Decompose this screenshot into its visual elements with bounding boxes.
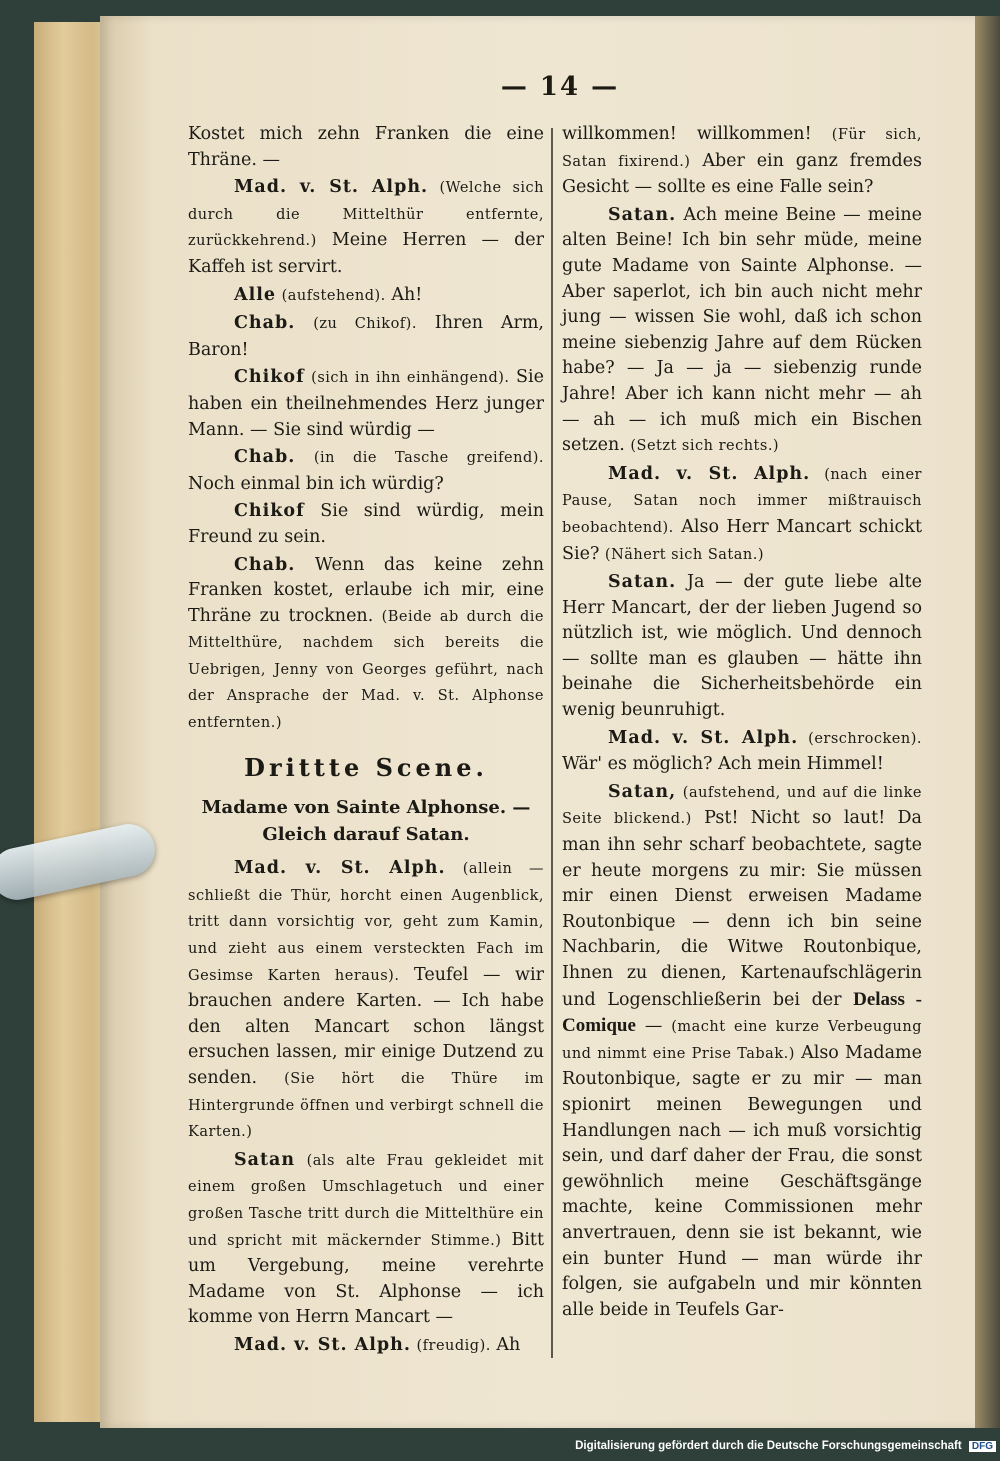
speaker-name: Satan. bbox=[608, 572, 677, 593]
spoken-text: Wenn das keine zehn Franken kostet, erlaube ich mir, eine Thräne zu trocknen. bbox=[188, 554, 544, 626]
speaker-name: Mad. v. St. Alph. bbox=[234, 177, 429, 198]
spoken-text: Wär' es möglich? Ach mein Himmel! bbox=[562, 754, 884, 775]
spoken-text: Sie haben ein theilnehmendes Herz junger Mann. — Sie sind würdig — bbox=[188, 367, 544, 440]
speaker-name: Chab. bbox=[234, 554, 296, 575]
stage-direction: (nach einer Pause, Satan noch immer mißtrauisch beobachtend). bbox=[562, 466, 922, 536]
scene-heading: Drittte Scene. bbox=[244, 752, 488, 782]
spoken-text: Noch einmal bin ich würdig? bbox=[188, 473, 444, 494]
spoken-text: Pst! Nicht so laut! Da man ihn sehr scharf beobachtete, sagte er heute morgens zu mir: Sie müssen mir einen Dienst erweisen Madame Routonbique — denn ich bin seine Nachbarin, die Witwe Routonbique, Ihnen zu dienen, Kartenaufschlägerin und Logenschließerin bei der bbox=[562, 808, 922, 1010]
scene-characters: Madame von Sainte Alphonse. — Gleich darauf Satan. bbox=[201, 797, 531, 846]
stage-direction: (allein — schließt die Thür, horcht einen Augenblick, tritt dann vorsichtig vor, geht zum Kamin, und zieht aus einem versteckten Fach im Gesimse Karten heraus). bbox=[188, 861, 544, 984]
dialogue-paragraph bbox=[188, 445, 544, 497]
spoken-text: Meine Herren — der Kaffeh ist servirt. bbox=[188, 230, 544, 277]
dialogue-paragraph bbox=[188, 499, 544, 550]
stage-direction: (Beide ab durch die Mittelthüre, nachdem sich bereits die Uebrigen, Jenny von Georges geführt, nach der Ansprache der Mad. v. St. Alphonse entfernten.) bbox=[188, 608, 544, 732]
speaker-name: Chab. bbox=[234, 447, 296, 468]
spoken-text: Also Madame Routonbique, sagte er zu mir — man spionirt meinen Bewegungen und Handlungen nach — ich muß vorsichtig sein, und darf daher der Frau, die sonst gewöhnlich meine Geschäftsgänge machte, keine Commissionen mehr anvertrauen, denn sie ist bekannt, wie ein bunter Hund — man würde ihr folgen, sie aufgabeln und mir könnten alle beide in Teufels Gar- bbox=[562, 1042, 922, 1320]
text-paragraph bbox=[562, 122, 922, 201]
stage-direction: (Für sich, Satan fixirend.) bbox=[562, 127, 922, 170]
speaker-name: Chab. bbox=[234, 313, 296, 334]
stage-direction: (Sie hört die Thüre im Hintergrunde öffnen und verbirgt schnell die Karten.) bbox=[188, 1071, 544, 1141]
stage-direction: (Nähert sich Satan.) bbox=[604, 546, 764, 563]
theatre-name: Delass - Comique bbox=[562, 988, 922, 1037]
spoken-text: willkommen! willkommen! bbox=[562, 124, 812, 144]
dialogue-paragraph bbox=[188, 856, 544, 1146]
speaker-name: Mad. v. St. Alph. bbox=[608, 463, 811, 484]
dialogue-paragraph bbox=[188, 1333, 544, 1360]
dialogue-paragraph bbox=[562, 203, 922, 460]
text-paragraph bbox=[188, 122, 544, 173]
right-text-column bbox=[562, 122, 922, 1325]
spoken-text: Also Herr Mancart schickt Sie? bbox=[562, 516, 922, 564]
speaker-name: Alle bbox=[234, 284, 277, 305]
spoken-text: Ihren Arm, Baron! bbox=[188, 313, 544, 360]
stage-direction: (aufstehend). bbox=[281, 287, 386, 304]
speaker-name: Satan bbox=[234, 1149, 296, 1170]
spoken-text: Bitt um Vergebung, meine verehrte Madame von St. Alphonse — ich komme von Herrn Mancart — bbox=[188, 1229, 544, 1328]
dialogue-paragraph bbox=[188, 175, 544, 280]
spoken-text: Teufel — wir brauchen andere Karten. — Ich habe den alten Mancart schon längst ersuchen lassen, mir einige Dutzend zu senden. bbox=[188, 964, 544, 1088]
dialogue-paragraph bbox=[562, 462, 922, 568]
speaker-name: Mad. v. St. Alph. bbox=[234, 1334, 411, 1355]
spoken-text: Ah bbox=[496, 1334, 521, 1355]
dialogue-paragraph bbox=[188, 283, 544, 310]
dialogue-paragraph bbox=[188, 311, 544, 363]
speaker-name: Mad. v. St. Alph. bbox=[234, 858, 446, 879]
speaker-name: Chikof bbox=[234, 367, 305, 388]
left-text-column bbox=[188, 122, 544, 1362]
stage-direction: (erschrocken). bbox=[808, 730, 922, 747]
dialogue-paragraph bbox=[188, 553, 544, 737]
stage-direction: (Welche sich durch die Mittelthür entfernte, zurückkehrend.) bbox=[188, 180, 544, 250]
speaker-name: Satan. bbox=[608, 204, 677, 225]
speaker-name: Mad. v. St. Alph. bbox=[608, 727, 799, 748]
stage-direction: (in die Tasche greifend). bbox=[313, 450, 544, 467]
page-number: — 14 — bbox=[500, 72, 620, 102]
spoken-text: Ja — der gute liebe alte Herr Mancart, der der lieben Jugend so nützlich ist, wie möglich. Und dennoch — sollte man es glauben — hätte ihn beinahe die Sicherheitsbehörde ein wenig beunruhigt. bbox=[562, 572, 922, 721]
dfg-logo: DFG bbox=[969, 1441, 996, 1452]
stage-direction: (sich in ihn einhängend). bbox=[311, 370, 510, 387]
spoken-text: Kostet mich zehn Franken die eine Thräne. — bbox=[188, 124, 544, 170]
dialogue-paragraph bbox=[562, 726, 922, 778]
spoken-text: Sie sind würdig, mein Freund zu sein. bbox=[188, 501, 544, 547]
dialogue-paragraph bbox=[562, 570, 922, 724]
stage-direction: (Setzt sich rechts.) bbox=[630, 438, 780, 455]
footer-credit bbox=[560, 1440, 996, 1452]
dialogue-paragraph bbox=[562, 780, 922, 1323]
spoken-text: Aber ein ganz fremdes Gesicht — sollte es eine Falle sein? bbox=[562, 150, 923, 198]
spoken-text: Ah! bbox=[391, 284, 423, 305]
stage-direction: (freudig). bbox=[416, 1337, 491, 1354]
footer-credit-text: Digitalisierung gefördert durch die Deutsche Forschungsgemeinschaft bbox=[575, 1440, 962, 1452]
page-edge-shadow bbox=[975, 16, 1000, 1428]
spoken-text: Ach meine Beine — meine alten Beine! Ich bin sehr müde, meine gute Madame von Sainte Alphonse. — Aber saperlot, ich bin auch nicht mehr jung — wissen Sie wohl, daß ich schon meine siebenzig Jahre auf dem Rücken habe? — Ja — ja — siebenzig runde Jahre! Aber ich kann nicht mehr — ah — ah — ich muß mich ein Bischen setzen. bbox=[562, 204, 922, 456]
dialogue-paragraph bbox=[188, 365, 544, 443]
stage-direction: (zu Chikof). bbox=[313, 316, 417, 333]
stage-direction: (aufstehend, und auf die linke Seite blickend.) bbox=[562, 784, 922, 828]
speaker-name: Chikof bbox=[234, 501, 305, 522]
speaker-name: Satan, bbox=[608, 781, 677, 802]
stage-direction: (macht eine kurze Verbeugung und nimmt eine Prise Tabak.) bbox=[562, 1019, 922, 1062]
dialogue-paragraph bbox=[188, 1148, 544, 1331]
spoken-text: — bbox=[644, 1016, 663, 1037]
stage-direction: (als alte Frau gekleidet mit einem großen Umschlagetuch und einer großen Tasche tritt durch die Mittelthüre ein und spricht mit mäckernder Stimme.) bbox=[188, 1152, 544, 1249]
column-divider bbox=[551, 128, 553, 1358]
